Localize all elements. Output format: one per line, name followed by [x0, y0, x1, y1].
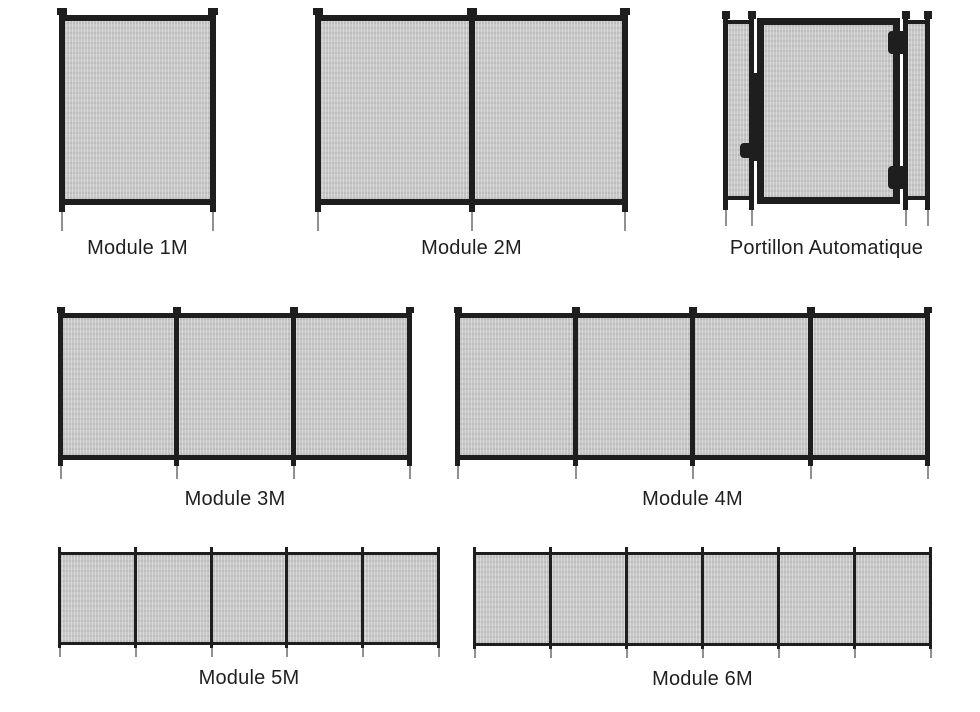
fence-post	[134, 552, 137, 645]
post-cap	[549, 547, 552, 552]
module-3m-label: Module 3M	[184, 488, 286, 510]
ground-spike	[135, 648, 137, 657]
post-cap	[572, 307, 580, 313]
gate-leaf	[757, 18, 900, 204]
fence-post	[853, 552, 856, 646]
ground-spike	[474, 649, 476, 658]
mesh-panel	[59, 555, 439, 642]
ground-spike	[751, 210, 753, 226]
module-3m-figure	[58, 313, 412, 460]
fence-post	[808, 313, 813, 460]
ground-spike	[293, 466, 295, 479]
post-cap	[701, 547, 704, 552]
fence-post	[361, 552, 364, 645]
fence-post	[210, 552, 213, 645]
post-cap	[722, 11, 730, 19]
fence-rail-top	[59, 15, 216, 21]
post-ground-stub	[622, 205, 628, 212]
ground-spike	[60, 466, 62, 479]
post-cap	[406, 307, 414, 313]
gate-side-panel-right-mesh	[908, 21, 925, 196]
post-cap	[473, 547, 476, 552]
ground-spike	[778, 649, 780, 658]
module-4m-label: Module 4M	[642, 488, 743, 510]
mesh-panel	[60, 21, 215, 199]
post-cap	[285, 547, 288, 552]
fence-post	[407, 313, 412, 460]
ground-spike	[927, 210, 929, 226]
fence-post	[437, 552, 440, 645]
fence-post	[315, 15, 321, 205]
fence-rail-top	[58, 313, 412, 318]
fence-rail-bottom	[58, 642, 440, 645]
post-cap	[924, 307, 932, 313]
ground-spike	[212, 212, 214, 231]
post-cap	[361, 547, 364, 552]
fence-post	[777, 552, 780, 646]
module-5m-label: Module 5M	[198, 667, 300, 689]
fence-post	[58, 313, 63, 460]
post-cap	[173, 307, 181, 313]
fence-post	[291, 313, 296, 460]
fence-post	[210, 15, 216, 205]
module-1m-label: Module 1M	[87, 237, 188, 259]
ground-spike	[927, 466, 929, 479]
ground-spike	[211, 648, 213, 657]
ground-spike	[176, 466, 178, 479]
post-cap	[924, 11, 932, 19]
post-cap	[437, 547, 440, 552]
post-cap	[625, 547, 628, 552]
ground-spike	[471, 212, 473, 231]
gate-latch-handle	[740, 143, 754, 158]
ground-spike	[930, 649, 932, 658]
fence-post	[58, 552, 61, 645]
ground-spike	[702, 649, 704, 658]
ground-spike	[575, 466, 577, 479]
ground-spike	[362, 648, 364, 657]
post-cap	[313, 8, 323, 15]
fence-rail-bottom	[58, 455, 412, 460]
fence-post	[925, 313, 930, 460]
post-cap	[58, 547, 61, 552]
post-cap	[902, 11, 910, 19]
gate-post-left-outer	[723, 17, 728, 205]
module-6m-figure	[473, 552, 932, 646]
post-cap	[689, 307, 697, 313]
ground-spike	[317, 212, 319, 231]
fence-post	[701, 552, 704, 646]
ground-spike	[550, 649, 552, 658]
mesh-panel	[59, 318, 411, 455]
fence-rail-top	[58, 552, 440, 555]
post-cap	[807, 307, 815, 313]
post-cap	[853, 547, 856, 552]
post-cap	[208, 8, 218, 15]
post-cap	[467, 8, 477, 15]
gate-post-right-outer	[925, 17, 930, 205]
module-4m-figure	[455, 313, 930, 460]
ground-spike	[854, 649, 856, 658]
ground-spike	[286, 648, 288, 657]
post-ground-stub	[469, 205, 475, 212]
fence-post	[455, 313, 460, 460]
ground-spike	[438, 648, 440, 657]
ground-spike	[61, 212, 63, 231]
post-cap	[748, 11, 756, 19]
module-2m-label: Module 2M	[421, 237, 522, 259]
post-cap	[454, 307, 462, 313]
fence-post	[473, 552, 476, 646]
post-cap	[290, 307, 298, 313]
ground-spike	[59, 648, 61, 657]
module-1m-figure	[59, 15, 216, 205]
fence-post	[573, 313, 578, 460]
ground-spike	[692, 466, 694, 479]
post-cap	[210, 547, 213, 552]
ground-spike	[725, 210, 727, 226]
ground-spike	[457, 466, 459, 479]
post-cap	[620, 8, 630, 15]
post-cap	[929, 547, 932, 552]
portillon-automatique-figure	[723, 15, 930, 205]
ground-spike	[624, 212, 626, 231]
portillon-automatique-label: Portillon Automatique	[729, 237, 924, 259]
fence-post	[622, 15, 628, 205]
fence-post	[174, 313, 179, 460]
module-2m-figure	[315, 15, 628, 205]
post-cap	[57, 307, 65, 313]
module-5m-figure	[58, 552, 440, 645]
gate-hinge-bottom	[888, 166, 907, 189]
fence-post	[549, 552, 552, 646]
post-cap	[134, 547, 137, 552]
ground-spike	[905, 210, 907, 226]
module-6m-label: Module 6M	[652, 668, 753, 690]
fence-post	[690, 313, 695, 460]
post-ground-stub	[315, 205, 321, 212]
fence-rail-bottom	[59, 199, 216, 205]
ground-spike	[626, 649, 628, 658]
fence-post	[285, 552, 288, 645]
ground-spike	[409, 466, 411, 479]
post-cap	[777, 547, 780, 552]
post-ground-stub	[210, 205, 216, 212]
gate-hinge-top	[888, 31, 907, 54]
fence-post	[59, 15, 65, 205]
ground-spike	[810, 466, 812, 479]
fence-post	[929, 552, 932, 646]
post-cap	[57, 8, 67, 15]
fence-post	[469, 15, 475, 205]
post-ground-stub	[59, 205, 65, 212]
gate-side-panel-left-mesh	[728, 21, 749, 196]
fence-post	[625, 552, 628, 646]
